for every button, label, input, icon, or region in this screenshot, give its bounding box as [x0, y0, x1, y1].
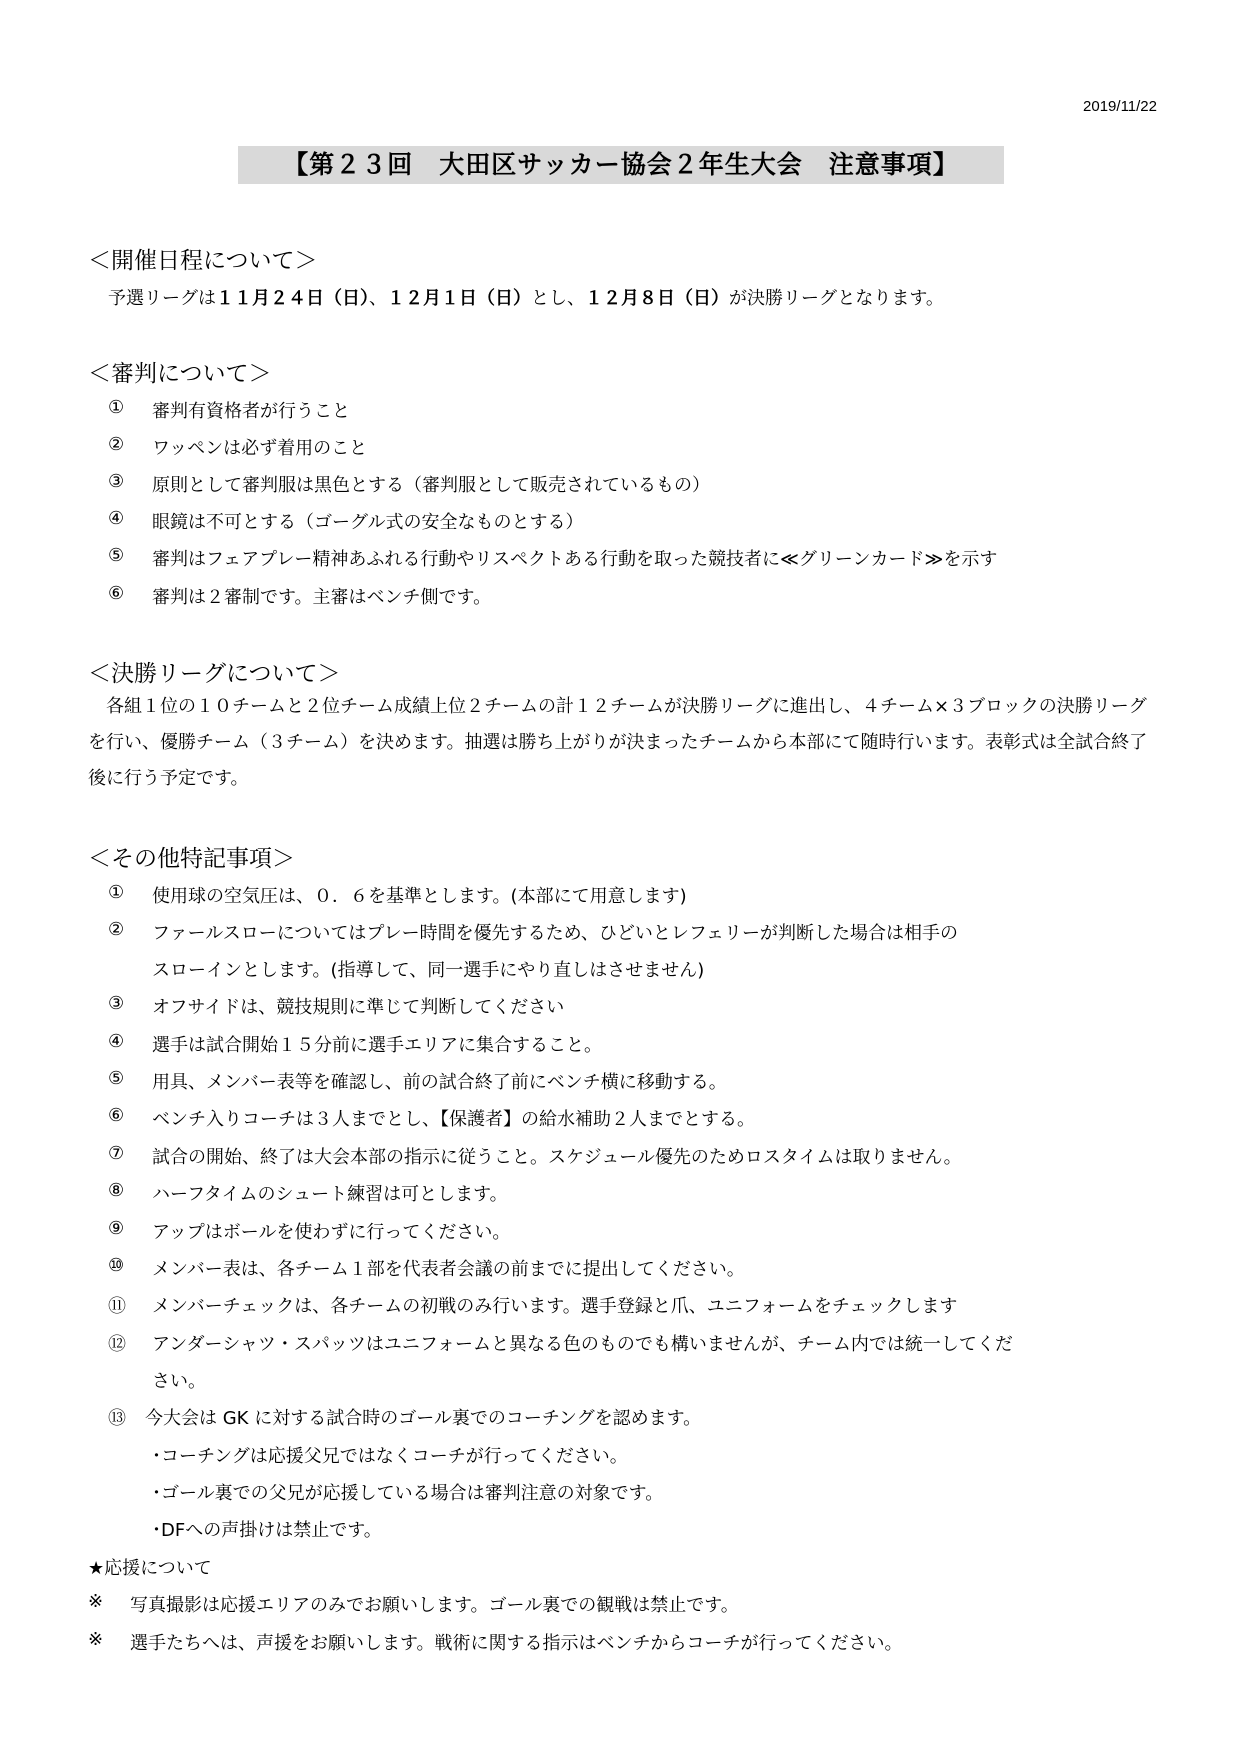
list-number: ②: [108, 919, 125, 940]
other-item: 試合の開始、終了は大会本部の指示に従うこと。スケジュール優先のためロスタイムは取りません。: [152, 1147, 962, 1168]
schedule-date: １２月１日（日）: [387, 288, 531, 309]
schedule-heading: ＜開催日程について＞: [88, 248, 318, 274]
schedule-seg: が決勝リーグとなります。: [729, 288, 944, 309]
list-number: ②: [108, 434, 125, 455]
list-number: ⑤: [108, 545, 125, 566]
bullet-item: ･DFへの声掛けは禁止です。: [152, 1520, 382, 1541]
referee-heading: ＜審判について＞: [88, 361, 272, 387]
note-mark: ※: [88, 1591, 104, 1612]
other-item: 用具、メンバー表等を確認し、前の試合終了前にベンチ横に移動する。: [152, 1072, 727, 1093]
list-number: ③: [108, 471, 125, 492]
other-item: 今大会は GK に対する試合時のゴール裏でのコーチングを認めます。: [145, 1408, 702, 1429]
schedule-seg: 予選リーグは: [108, 288, 216, 309]
list-number: ⑩: [108, 1255, 125, 1276]
document-date: 2019/11/22: [1083, 98, 1157, 115]
other-item: アップはボールを使わずに行ってください。: [152, 1222, 511, 1243]
list-number: ⑥: [108, 1105, 125, 1126]
referee-item: 原則として審判服は黒色とする（審判服として販売されているもの）: [152, 475, 710, 496]
referee-item: 審判は２審制です。主審はベンチ側です。: [152, 587, 492, 608]
other-item: 使用球の空気圧は、０．６を基準とします。(本部にて用意します): [152, 886, 687, 907]
schedule-date: １２月８日（日）: [585, 288, 729, 309]
finals-paragraph: 各組１位の１０チームと２位チーム成績上位２チームの計１２チームが決勝リーグに進出し、４チーム×３ブロックの決勝リーグを行い、優勝チーム（３チーム）を決めます。抽選は勝ち上がりが決まったチームから本部にて随時行います。表彰式は全試合終了後に行う予定です。: [88, 696, 1148, 789]
list-number: ⑦: [108, 1143, 125, 1164]
list-number: ⑧: [108, 1180, 125, 1201]
document-title: 【第２３回 大田区サッカー協会２年生大会 注意事項】: [238, 146, 1004, 184]
support-note: 選手たちへは、声援をお願いします。戦術に関する指示はベンチからコーチが行ってください。: [130, 1633, 903, 1654]
list-number: ⑬: [108, 1408, 126, 1429]
list-number: ⑨: [108, 1218, 125, 1239]
other-item: ハーフタイムのシュート練習は可とします。: [152, 1184, 508, 1205]
list-number: ④: [108, 1031, 125, 1052]
support-heading: ★応援について: [88, 1558, 212, 1579]
other-item: ファールスローについてはプレー時間を優先するため、ひどいとレフェリーが判断した場合は相手の: [152, 923, 959, 944]
other-item: メンバーチェックは、各チームの初戦のみ行います。選手登録と爪、ユニフォームをチェックします: [152, 1296, 958, 1317]
schedule-text: [108, 284, 944, 310]
list-number: ①: [108, 397, 125, 418]
referee-item: 審判有資格者が行うこと: [152, 401, 350, 422]
list-number: ⑫: [108, 1334, 126, 1355]
other-item: 選手は試合開始１５分前に選手エリアに集合すること。: [152, 1035, 602, 1056]
list-number: ⑪: [108, 1296, 126, 1317]
other-item: ベンチ入りコーチは３人までとし、【保護者】の給水補助２人までとする。: [152, 1109, 755, 1130]
schedule-seg: とし、: [531, 288, 585, 309]
bullet-item: ･ゴール裏での父兄が応援している場合は審判注意の対象です。: [152, 1483, 664, 1504]
list-number: ④: [108, 508, 125, 529]
support-note: 写真撮影は応援エリアのみでお願いします。ゴール裏での観戦は禁止です。: [130, 1595, 739, 1616]
bullet-item: ･コーチングは応援父兄ではなくコーチが行ってください。: [152, 1446, 628, 1467]
note-mark: ※: [88, 1629, 104, 1650]
referee-item: 審判はフェアプレー精神あふれる行動やリスペクトある行動を取った競技者に≪グリーンカード≫を示す: [152, 549, 998, 570]
other-item: オフサイドは、競技規則に準じて判断してください: [152, 997, 565, 1018]
list-number: ③: [108, 993, 125, 1014]
other-item: メンバー表は、各チーム１部を代表者会議の前までに提出してください。: [152, 1259, 745, 1280]
finals-heading: ＜決勝リーグについて＞: [88, 661, 341, 687]
referee-item: ワッペンは必ず着用のこと: [152, 438, 368, 459]
other-heading: ＜その他特記事項＞: [88, 846, 295, 872]
list-number: ①: [108, 882, 125, 903]
other-item-continued: スローインとします。(指導して、同一選手にやり直しはさせません): [152, 960, 705, 981]
schedule-seg: 、: [369, 288, 387, 309]
list-number: ⑤: [108, 1068, 125, 1089]
referee-item: 眼鏡は不可とする（ゴーグル式の安全なものとする）: [152, 512, 584, 533]
list-number: ⑥: [108, 583, 125, 604]
other-item-continued: さい。: [152, 1371, 206, 1392]
schedule-date: １１月２４日（日）: [216, 288, 369, 309]
other-item: アンダーシャツ・スパッツはユニフォームと異なる色のものでも構いませんが、チーム内では統一してくだ: [152, 1334, 1013, 1355]
